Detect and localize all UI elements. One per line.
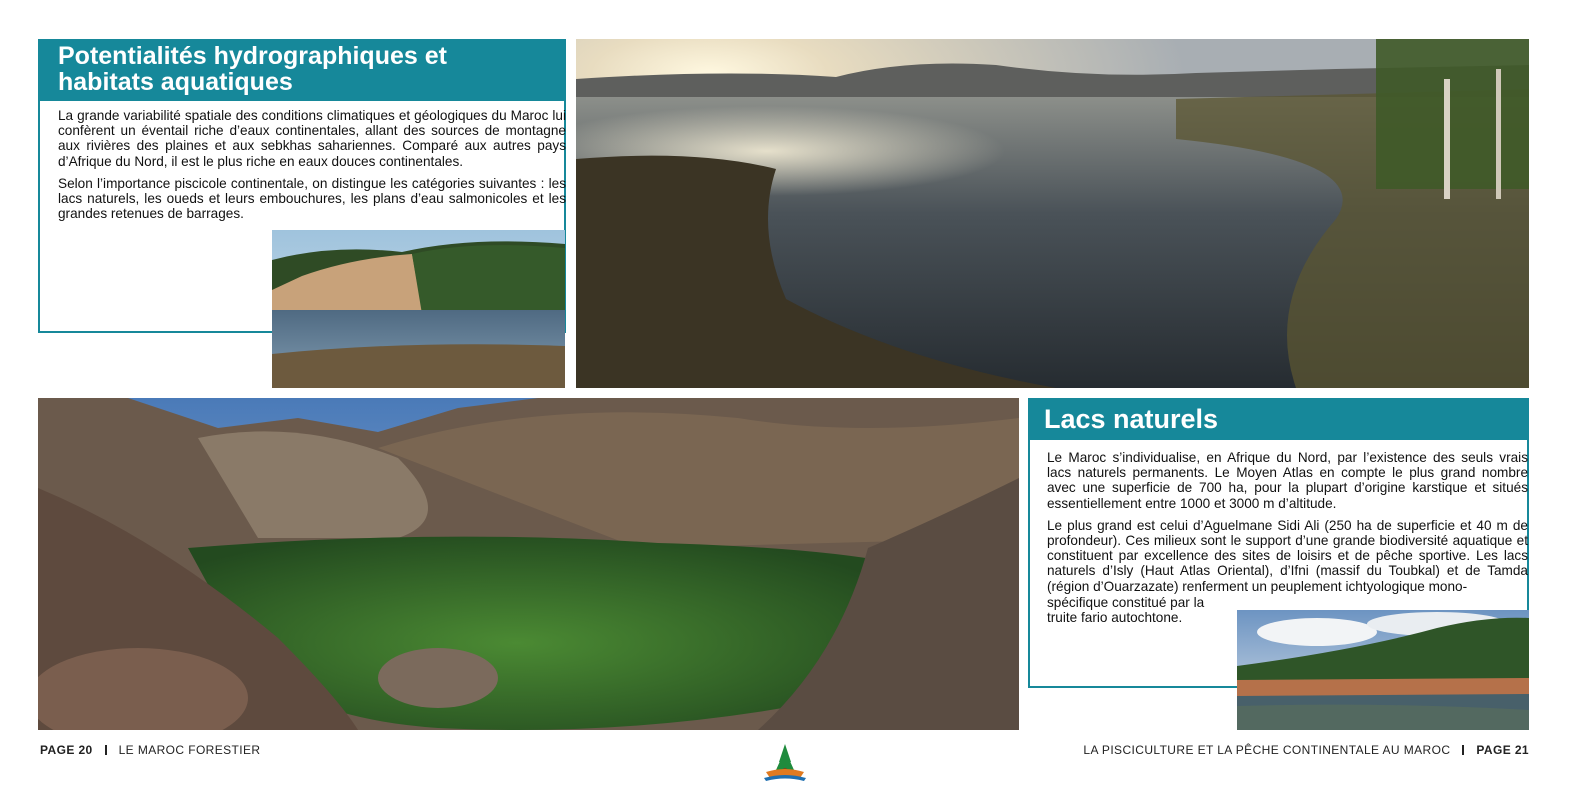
footer-left-separator [105,745,107,755]
photo-mountain-lake [38,398,1019,730]
right-paragraph-1: Le Maroc s’individualise, en Afrique du Nord, par l’existence des seuls vrais lacs naturels permanents. Le Moyen Atlas en compte le plus grand nombre avec une superficie de 700 ha, pour la plupart d’origine karstique et situés essentiellement entre 1000 et 3000 m d’altitude. [1047,450,1528,511]
footer-right [1083,743,1529,757]
right-section-body [1047,450,1528,594]
right-paragraph-2-end [1047,595,1232,625]
footer-right-page: PAGE 21 [1476,743,1529,757]
footer-right-label: LA PISCICULTURE ET LA PÊCHE CONTINENTALE AU MAROC [1083,743,1451,757]
right-section-title-bar [1028,398,1529,440]
photo-lake-sunset [576,39,1529,388]
right-paragraph-2-end-line1: spécifique constitué par la [1047,595,1205,610]
footer-left [40,743,261,757]
right-section-title: Lacs naturels [1044,404,1219,434]
right-paragraph-2-end-line2: truite fario autochtone. [1047,610,1183,626]
photo-quarry-lake [272,230,565,388]
right-paragraph-2: Le plus grand est celui d’Aguelmane Sidi Ali (250 ha de superficie et 40 m de profondeur). Ces milieux sont le support d’une grande biodiversité aquatique et constituent par excellence des sites de loisirs et de pêche sportive. Les lacs naturels d’Isly (Haut Atlas Oriental), d’Ifni (massif du Toubkal) et de Tamda (région d’Ouarzazate) renferment un peuplement ichtyologique mono- [1047,517,1528,594]
left-section-body [58,108,566,228]
left-section-title: Potentialités hydrographiques et habitats aquatiques [58,42,447,96]
left-paragraph-1: La grande variabilité spatiale des conditions climatiques et géologiques du Maroc lui confèrent un éventail riche d’eaux continentales, allant des sources de montagne aux rivières des plaines et aux sebkhas sahariennes. Comparé aux autres pays d’Afrique du Nord, il est le plus riche en eaux douces continentales. [58,108,566,169]
footer-left-page: PAGE 20 [40,743,93,757]
footer-left-label: LE MAROC FORESTIER [118,743,261,757]
photo-forest-hill-lake [1237,610,1529,730]
footer-right-separator [1462,745,1464,755]
publisher-logo-icon [760,742,810,782]
left-paragraph-2: Selon l’importance piscicole continentale, on distingue les catégories suivantes : les lacs naturels, les oueds et leurs embouchures, les plans d’eau salmonicoles et les grandes retenues de barrages. [58,175,566,222]
left-section-title-bar [38,39,566,101]
